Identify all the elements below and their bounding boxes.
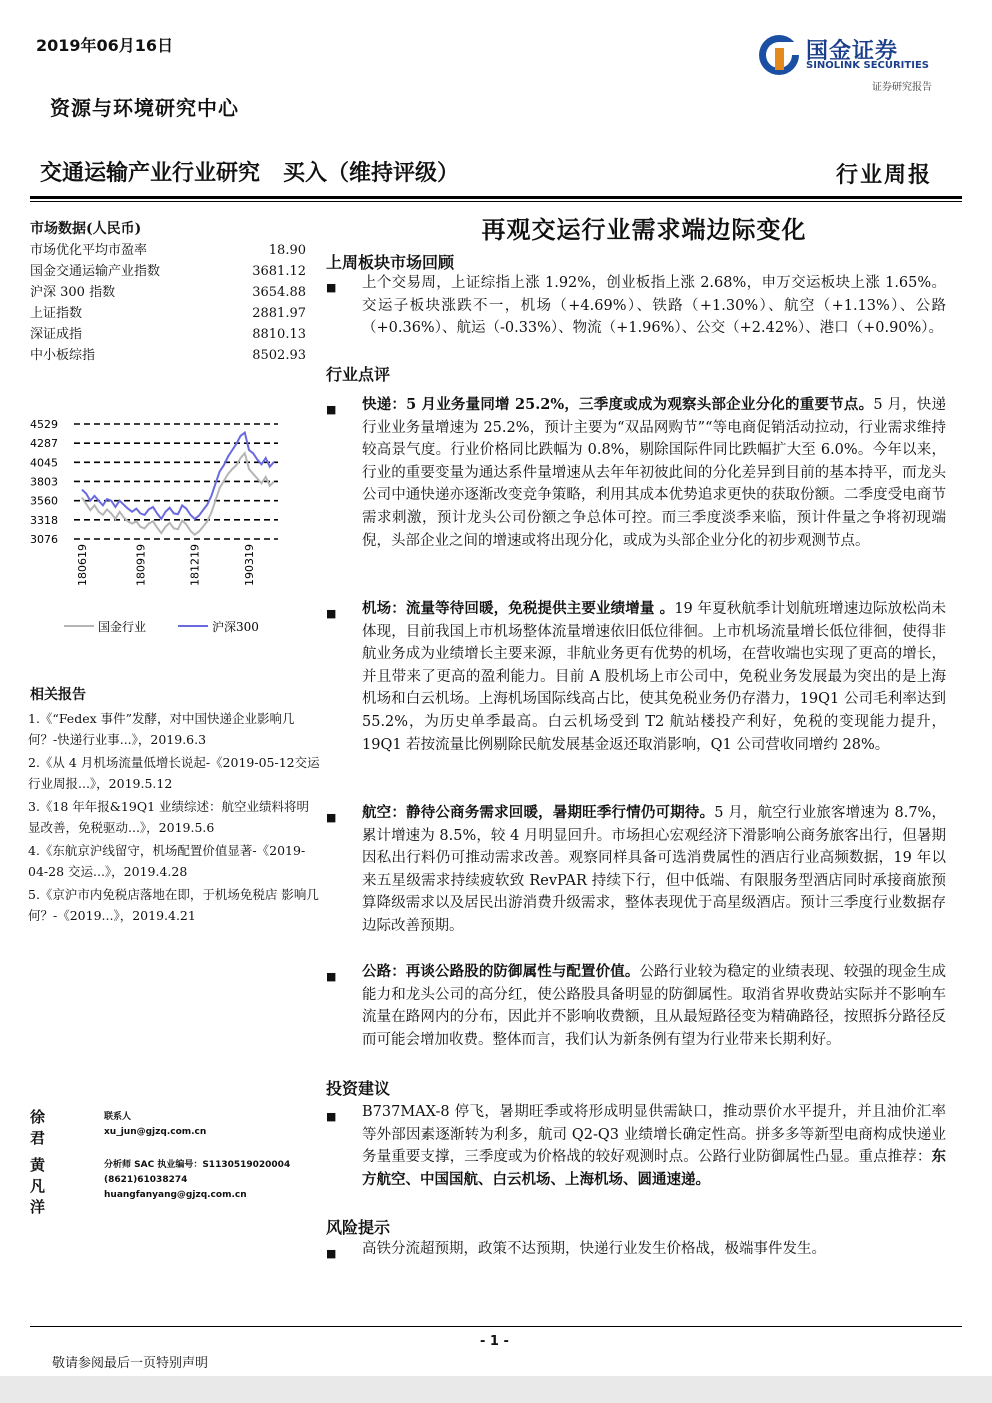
- report-title: 再观交运行业需求端边际变化: [481, 215, 807, 244]
- series-line: [82, 433, 274, 519]
- legend-label: 沪深300: [212, 620, 259, 634]
- market-data-table: [30, 240, 306, 366]
- section-heading: 行业点评: [326, 365, 391, 384]
- logo-english: SINOLINK SECURITIES: [806, 60, 929, 71]
- bullet-icon: ■: [326, 403, 337, 416]
- highway-paragraph: ■ 公路：再谈公路股的防御属性与配置价值。公路行业较为稳定的业绩表现、较强的现金生成能力和龙头公司的高分红，使公路股具备明显的防御属性。取消省界收费站实际并不影响车流量在路网内的分布，因此并不影响收费额，且从最短路径变为精确路径，按照拆分路径反而可能会增加收费。整体而言，我们认为新条例有望为行业带来长期利好。: [326, 963, 947, 1048]
- report-type: 行业周报: [836, 162, 933, 188]
- header-rule: [30, 196, 962, 199]
- related-report-item[interactable]: 2.《从 4 月机场流量低增长说起-《2019-05-12交运行业周报...》，2019.5.12: [28, 755, 320, 791]
- section-heading: 上周板块市场回顾: [326, 253, 455, 272]
- y-tick-label: 3076: [30, 533, 58, 546]
- x-tick-label: 180919: [134, 544, 148, 586]
- bullet-icon: ■: [326, 970, 337, 983]
- footer-rule: [30, 1326, 962, 1327]
- related-reports-title: 相关报告: [30, 687, 86, 703]
- x-tick-label: 180619: [76, 544, 89, 586]
- market-row: 中小板综指 8502.93: [30, 348, 306, 363]
- legend-label: 国金行业: [98, 620, 147, 634]
- disclaimer-note: 敬请参阅最后一页特别声明: [52, 1356, 209, 1371]
- market-row: 沪深 300 指数 3654.88: [30, 285, 306, 300]
- related-report-item[interactable]: 5.《京沪市内免税店落地在即，于机场免税店 影响几何？-《2019...》，2019.4.21: [28, 887, 319, 923]
- market-row: 国金交通运输产业指数 3681.12: [30, 264, 306, 279]
- airline-paragraph: ■ 航空：静待公商务需求回暖，暑期旺季行情仍可期待。5 月，航空行业旅客增速为 8.7%，累计增速为 8.5%，较 4 月明显回升。市场担心宏观经济下滑影响公商务旅客出行，但暑期因私出行料仍可推动需求改善。观察同样具备可选消费属性的酒店行业高频数据，19 年以来五星级需求持续疲软致 RevPAR 持续下行，但中低端、有限服务型酒店同时承接商旅预算降级需求以及居民出游消费升级需求，整体表现优于高星级酒店。预计三季度行业数据存边际改善预期。: [326, 804, 947, 934]
- company-logo: [756, 30, 956, 100]
- y-tick-label: 3560: [30, 494, 58, 508]
- logo-chinese: 国金证券: [806, 39, 899, 64]
- market-review-paragraph: ■ 上个交易周，上证综指上涨 1.92%，创业板指上涨 2.68%，申万交运板块上涨 1.65%。交运子板块涨跌不一，机场（+4.69%）、铁路（+1.30%）、航空（+1.13%）、公路（+0.36%）、航运（-0.33%）、物流（+1.96%）、公交（+2.42%）、港口（+0.90%）。: [326, 275, 946, 337]
- y-tick-label: 3803: [30, 475, 58, 489]
- section-heading: 投资建议: [326, 1079, 391, 1098]
- bullet-icon: ■: [326, 281, 337, 294]
- related-report-item[interactable]: 4.《东航京沪线留守，机场配置价值显著-《2019-04-28 交运...》，2019.4.28: [28, 843, 306, 879]
- report-date: 2019年06月16日: [36, 36, 174, 55]
- analyst-name: 徐君: [30, 1108, 46, 1147]
- industry-rating: 交通运输产业行业研究 买入（维持评级）: [40, 161, 459, 186]
- analyst-role: 分析师 SAC 执业编号：S1130519020004: [104, 1160, 291, 1170]
- related-reports-list: [28, 708, 320, 928]
- analyst-phone: (8621)61038274: [104, 1175, 188, 1185]
- related-report-item[interactable]: 1.《“Fedex 事件”发酵，对中国快递企业影响几何？-快递行业事...》，2019.6.3: [28, 711, 295, 747]
- bullet-icon: ■: [326, 1247, 337, 1260]
- y-tick-label: 4287: [30, 437, 58, 451]
- x-tick-label: 190319: [242, 544, 256, 586]
- header-rule-thin: [30, 201, 962, 202]
- logo-mark-icon: [756, 32, 802, 78]
- related-report-item[interactable]: 3.《18 年年报&19Q1 业绩综述：航空业绩料将明显改善，免税驱动...》，2019.5.6: [28, 799, 310, 835]
- y-tick-label: 3318: [30, 513, 58, 527]
- series-line: [82, 453, 274, 535]
- research-center: 资源与环境研究中心: [50, 96, 239, 120]
- market-row: 上证指数 2881.97: [30, 306, 306, 321]
- analyst-name: 黄凡洋: [30, 1156, 46, 1216]
- y-tick-label: 4045: [30, 456, 58, 470]
- market-row: 深证成指 8810.13: [30, 327, 306, 342]
- analyst-role: 联系人: [104, 1112, 132, 1122]
- bullet-icon: ■: [326, 1110, 337, 1123]
- market-data-title: 市场数据(人民币): [30, 221, 142, 237]
- analyst-email[interactable]: huangfanyang@gjzq.com.cn: [104, 1190, 247, 1200]
- index-chart-svg: [28, 410, 286, 650]
- footer-band: [0, 1376, 992, 1403]
- section-heading: 风险提示: [326, 1218, 391, 1237]
- risk-paragraph: ■ 高铁分流超预期，政策不达预期，快递行业发生价格战，极端事件发生。: [326, 1238, 946, 1261]
- market-row: 市场优化平均市盈率 18.90: [30, 243, 306, 258]
- index-chart: [28, 410, 286, 650]
- investment-paragraph: ■ B737MAX-8 停飞，暑期旺季或将形成明显供需缺口，推动票价水平提升，并且油价汇率等外部因素逐渐转为利多，航司 Q2-Q3 业绩增长确定性高。拼多多等新型电商构成快递业务量重要支撑，三季度或为价格战的较好观测时点。公路行业防御属性凸显。重点推荐：东方航空、中国国航、白云机场、上海机场、圆通速递。: [326, 1104, 946, 1188]
- y-tick-label: 4529: [30, 418, 58, 431]
- page-number: - 1 -: [480, 1334, 509, 1349]
- logo-subtitle: 证券研究报告: [872, 82, 932, 93]
- express-paragraph: ■ 快递：5 月业务量同增 25.2%，三季度或成为观察头部企业分化的重要节点。5 月，快递行业业务量增速为 25.2%，预计主要为“双品网购节”“等电商促销活动拉动，行业需求维持较高景气度。行业价格同比跌幅为 0.8%，剔除国际件同比跌幅扩大至 6.0%。今年以来，行业的重要变量为通达系件量增速从去年年初彼此间的分化差异到目前的基本持平，而龙头公司中通快递亦逐渐改变竞争策略，利用其成本优势追求更快的获取份额。二季度受电商节需求刺激，预计龙头公司份额之争总体可控。而三季度淡季来临，预计件量之争将初现端倪，头部企业之间的增速或将出现分化，或成为头部企业分化的初步观测节点。: [326, 396, 946, 549]
- x-tick-label: 181219: [188, 544, 202, 586]
- bullet-icon: ■: [326, 607, 337, 620]
- analyst-email[interactable]: xu_jun@gjzq.com.cn: [104, 1127, 207, 1137]
- airport-paragraph: ■ 机场：流量等待回暖，免税提供主要业绩增量 。19 年夏秋航季计划航班增速边际放松尚未体现，目前我国上市机场整体流量增速依旧低位徘徊。上市机场流量增长低位徘徊，使得非航业务成为业绩增长主要来源，非航业务更有优势的机场，在营收端也实现了更高的增长，并且带来了更高的盈利能力。目前 A 股机场上市公司中，免税业务发展最为突出的是上海机场和白云机场。上海机场国际线高占比，使其免税业务仍存潜力，19Q1 公司毛利率达到 55.2%，为历史单季最高。白云机场受到 T2 航站楼投产利好，免税的变现能力提升，19Q1 若按流量比例剔除民航发展基金返还取消影响，Q1 公司营收同增约 28%。: [326, 600, 947, 753]
- bullet-icon: ■: [326, 811, 337, 824]
